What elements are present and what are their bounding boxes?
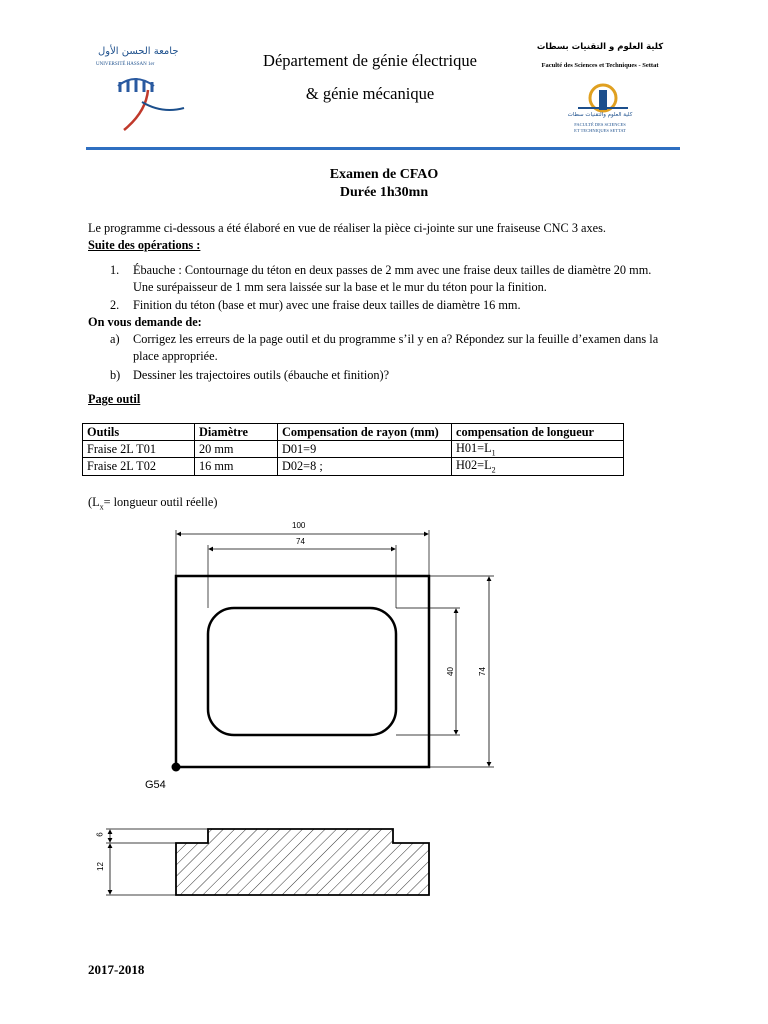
section-dim-label-base: 12 — [95, 862, 105, 871]
table-cell: Fraise 2L T02 — [83, 458, 195, 475]
column-header: Compensation de rayon (mm) — [278, 424, 452, 441]
boss-outline — [208, 608, 396, 735]
length-offset: H02=L — [456, 458, 492, 473]
dim-label-width: 100 — [292, 521, 306, 530]
tool-page-heading: Page outil — [88, 392, 141, 406]
operation-number-2: 2. — [110, 298, 120, 312]
question-letter-a: a) — [110, 332, 120, 346]
column-header: compensation de longueur — [452, 424, 624, 441]
length-offset: H01=L — [456, 441, 492, 455]
length-note-prefix: (L — [88, 495, 100, 509]
operation-number-1: 1. — [110, 263, 120, 277]
questions-heading: On vous demande de: — [88, 315, 202, 329]
table-cell: Fraise 2L T01 — [83, 441, 195, 458]
operation-text-1b: Une surépaisseur de 1 mm sera laissée sur la base et le mur du téton pour la finition. — [133, 280, 547, 294]
exam-title: Examen de CFAO — [329, 167, 439, 182]
department-title-line2: & génie mécanique — [305, 84, 435, 103]
operation-text-2: Finition du téton (base et mur) avec une fraise deux tailles de diamètre 16 mm. — [133, 298, 521, 312]
section-profile — [176, 829, 429, 895]
faculty-title-arabic: كلية العلوم و التقنيات بسطات — [536, 42, 664, 52]
section-dim-label-top: 6 — [95, 832, 105, 837]
column-header: Outils — [83, 424, 195, 441]
origin-marker — [172, 763, 181, 772]
university-name-latin: UNIVERSITÉ HASSAN 1er — [96, 62, 155, 67]
column-header: Diamètre — [195, 424, 278, 441]
stock-outline — [176, 576, 429, 767]
table-cell: D02=8 ; — [278, 458, 452, 475]
length-note-sub: x — [99, 502, 104, 512]
question-text-a1: Corrigez les erreurs de la page outil et du programme s’il y en a? Répondez sur la feuille d’examen dans la — [133, 332, 659, 346]
question-letter-b: b) — [110, 368, 121, 382]
table-cell: D01=9 — [278, 441, 452, 458]
length-offset-index: 1 — [491, 448, 496, 458]
origin-label: G54 — [145, 779, 166, 791]
university-name-arabic: جامعة الحسن الأول — [98, 46, 179, 57]
academic-year: 2017-2018 — [88, 962, 145, 977]
operations-heading: Suite des opérations : — [88, 238, 201, 252]
dim-label-inner-height: 40 — [445, 667, 455, 676]
question-text-b: Dessiner les trajectoires outils (ébauche et finition)? — [133, 368, 390, 382]
faculty-seal-line1: FACULTÉ DES SCIENCES — [574, 122, 626, 127]
faculty-seal-line2: ET TECHNIQUES SETTAT — [574, 128, 626, 133]
question-text-a2: place appropriée. — [133, 349, 218, 363]
length-offset-index: 2 — [491, 465, 496, 475]
operation-text-1a: Ébauche : Contournage du téton en deux passes de 2 mm avec une fraise deux tailles de diamètre 20 mm. — [133, 263, 652, 277]
length-note-suffix: = longueur outil réelle) — [103, 495, 218, 509]
intro-text: Le programme ci-dessous a été élaboré en vue de réaliser la pièce ci-jointe sur une fraiseuse CNC 3 axes. — [88, 221, 606, 235]
table-cell: 16 mm — [195, 458, 278, 475]
table-cell: 20 mm — [195, 441, 278, 458]
department-title-line1: Département de génie électrique — [263, 51, 477, 70]
dim-label-height: 74 — [477, 667, 487, 676]
faculty-title-latin: Faculté des Sciences et Techniques - Settat — [541, 62, 659, 69]
exam-duration: Durée 1h30mn — [339, 185, 429, 200]
faculty-seal-arabic: كلية العلوم والتقنيات سطات — [567, 112, 633, 118]
dim-label-inner-width: 74 — [296, 537, 305, 546]
